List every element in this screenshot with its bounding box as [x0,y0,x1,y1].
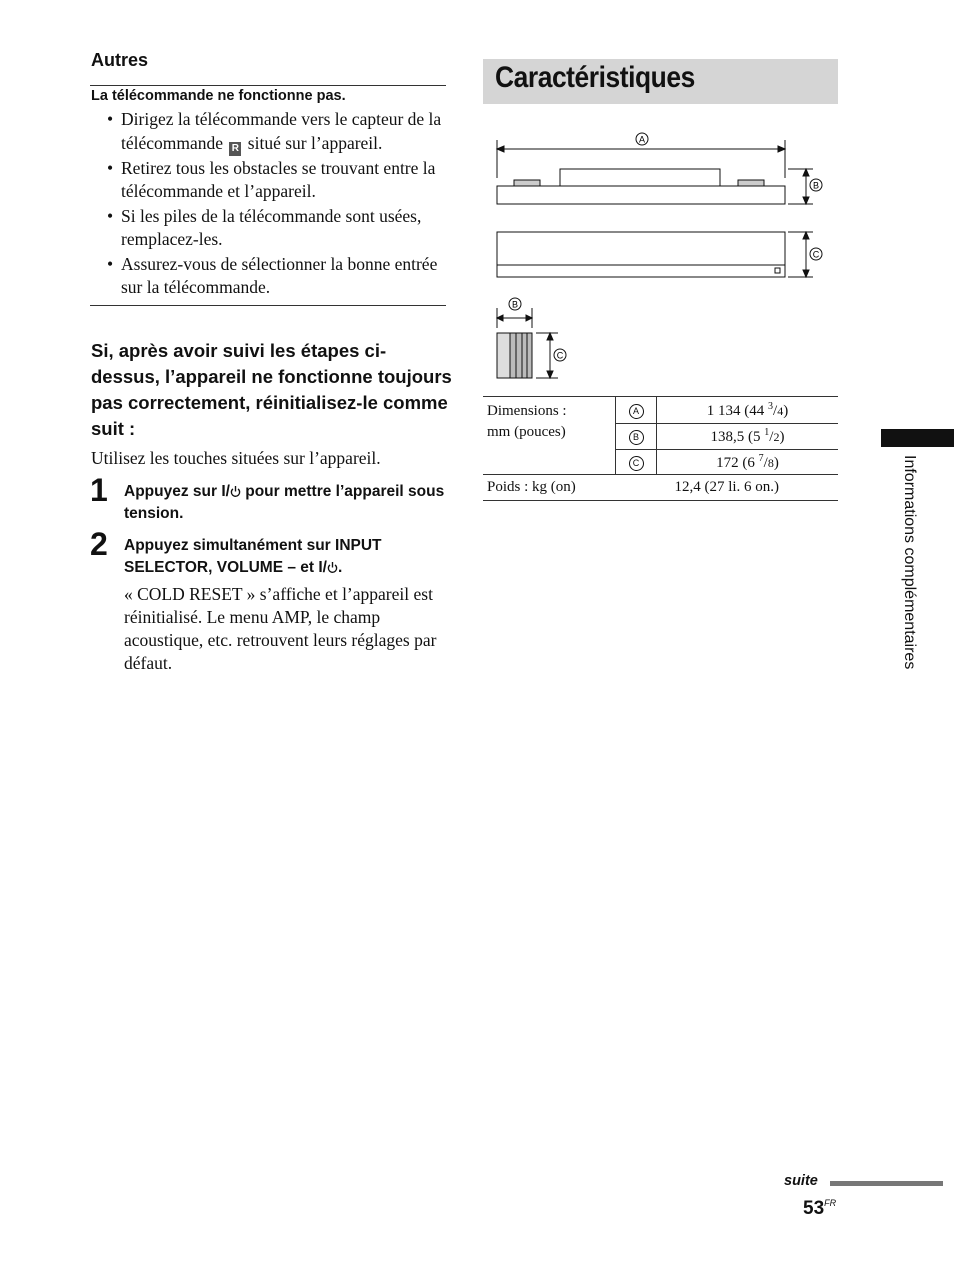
step-description: « COLD RESET » s’affiche et l’appareil est réinitialisé. Le menu AMP, le champ acoustique, etc. retrouvent leurs réglages par défaut. [124,584,437,673]
dimension-value: 172 (6 [716,454,759,471]
step-text [124,481,454,525]
diagram-label-b: B [511,299,519,310]
remote-sensor-icon: R [229,142,241,156]
reset-intro: Utilisez les touches situées sur l’appareil. [91,448,381,468]
diagram-label-a: A [638,134,646,145]
bullet-text: situé sur l’appareil. [247,132,383,153]
list-item [105,108,450,156]
dimension-close: ) [773,454,779,471]
table-cell [616,424,657,450]
table-row [483,475,838,501]
section-title-autres: Autres [91,50,149,70]
fraction-num: 3 [768,400,774,412]
continued-line [830,1181,943,1186]
page-language: FR [824,1198,837,1208]
troubleshoot-list [105,108,450,301]
weight-value: 12,4 (27 li. 6 on.) [674,479,780,495]
power-icon [230,485,241,498]
weight-label: Poids : kg (on) [487,479,576,495]
reset-heading: Si, après avoir suivi les étapes ci-dessus, l’appareil ne fonctionne toujours pas correctement, réinitialisez-le comme suit : [91,340,452,439]
fraction-num: 1 [764,427,770,438]
bullet-text: Dirigez la télécommande vers le capteur de la télécommande [121,109,442,153]
list-item: • Retirez tous les obstacles se trouvant entre la télécommande et l’appareil. [105,157,450,204]
list-item: • Si les piles de la télécommande sont usées, remplacez-les. [105,205,450,252]
diagram-label-b: B [812,180,820,191]
page-number-value: 53 [803,1198,825,1219]
page-title: Caractéristiques [495,61,695,94]
dimension-close: ) [783,402,789,419]
power-icon [327,561,338,574]
side-tab-bar [881,429,954,447]
step-text-part: Appuyez sur I/ [124,483,230,500]
table-cell [483,397,616,475]
step-text [124,535,454,579]
dimension-key: B [629,430,644,445]
fraction-den: 4 [777,403,784,418]
step-text-part: pour mettre l’appareil sous tension. [124,483,445,522]
step-number: 2 [90,526,108,562]
list-item: • Assurez-vous de sélectionner la bonne entrée sur la télécommande. [105,253,450,300]
step-text-part: . [337,559,343,576]
dimension-close: ) [779,429,785,445]
step-text-part: Appuyez simultanément sur INPUT SELECTOR, VOLUME – et I/ [124,537,382,576]
dimension-key: A [629,404,644,419]
diagram-label-c: C [812,249,820,260]
side-tab-label: Informations complémentaires [901,455,918,670]
page-number [803,1198,836,1220]
table-cell: 1 134 (44 $^3$/4) [706,400,789,419]
fraction-num: 7 [758,452,764,464]
divider [90,85,446,86]
fraction-den: 8 [767,455,774,470]
device-profile-view [497,308,558,378]
divider [90,305,446,306]
continued-label: suite [784,1173,818,1189]
dimension-value: 1 134 (44 [706,402,769,419]
dimensions-unit: mm (pouces) [487,424,566,440]
table-cell: 138,5 (5 $^1$/2) [710,427,785,445]
diagram-label-c: C [556,350,564,361]
specs-table [483,396,838,501]
dimension-value: 138,5 (5 [710,429,765,445]
dimension-diagram [483,120,843,390]
table-cell [616,397,657,424]
device-front-view [497,140,813,204]
dimensions-label: Dimensions : [487,403,567,419]
table-cell [616,450,657,475]
device-side-view [497,232,813,277]
dimension-key: C [629,456,644,471]
step-number: 1 [90,472,108,508]
table-row [483,397,838,424]
problem-title: La télécommande ne fonctionne pas. [91,88,346,104]
fraction-den: 2 [773,430,780,444]
table-cell: 172 (6 $^7$/8) [716,452,779,471]
